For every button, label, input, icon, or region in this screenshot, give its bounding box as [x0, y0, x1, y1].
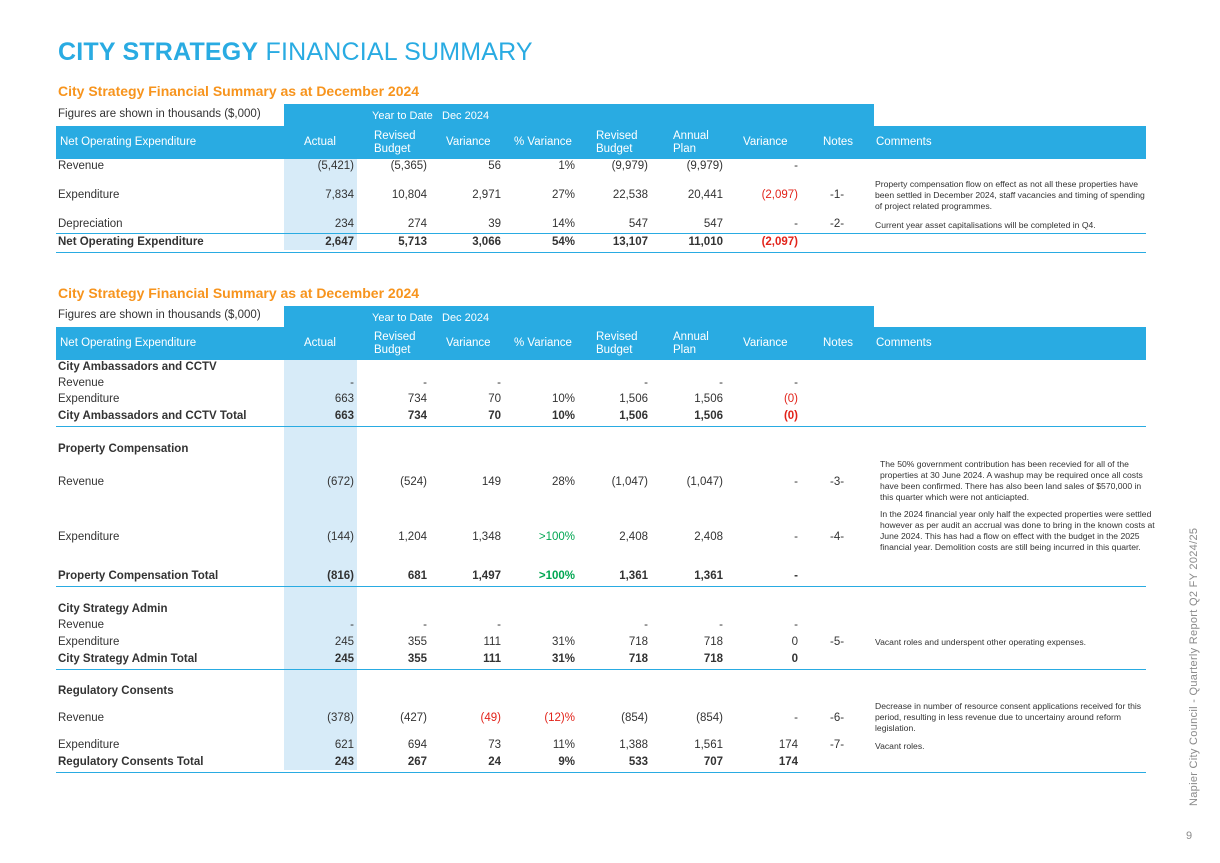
- annual-plan-cell: 2,408: [694, 531, 723, 543]
- row-label: City Ambassadors and CCTV Total: [58, 410, 247, 422]
- fy-revised-budget-cell: 718: [628, 653, 648, 665]
- table1-ytd-label-text: Year to Date: [372, 110, 433, 122]
- row-label: Revenue: [58, 160, 105, 172]
- revised-budget-cell: -: [423, 619, 427, 631]
- actual-cell: (672): [327, 476, 354, 488]
- fy-revised-budget-cell: 1,506: [619, 410, 648, 422]
- comment-text: The 50% government contribution has been recevied for all of the properties at 30 June 2024. A washup may be required once all costs have been confirmed. There has also been land sales of $570,000 in this quarter which were not anticiapted.: [880, 459, 1143, 502]
- header-comments: Comments: [876, 136, 932, 148]
- revised-budget-cell: 274: [407, 218, 427, 230]
- header-comments: Comments: [876, 337, 932, 349]
- header-pct-variance: % Variance: [514, 337, 572, 349]
- revised-budget-cell: 1,204: [398, 531, 427, 543]
- table2-ytd-period: Dec 2024: [442, 312, 490, 324]
- actual-cell: 245: [334, 653, 354, 665]
- revised-budget-cell: (427): [400, 712, 427, 724]
- variance-cell: 56: [488, 160, 501, 172]
- header-annual-plan: Annual Plan: [673, 129, 709, 155]
- fy-revised-budget-cell: 1,361: [619, 570, 648, 582]
- header-actual: Actual: [304, 337, 336, 349]
- actual-cell: -: [350, 619, 354, 631]
- fy-variance-cell: (2,097): [761, 189, 798, 201]
- fy-revised-budget-cell: 718: [628, 636, 648, 648]
- pct-variance-cell: 31%: [551, 653, 575, 665]
- annual-plan-cell: 1,561: [694, 739, 723, 751]
- variance-cell: 1,497: [472, 570, 501, 582]
- fy-revised-budget-cell: (854): [621, 712, 648, 724]
- revised-budget-cell: 10,804: [391, 189, 427, 201]
- table-total-row: [56, 570, 1146, 587]
- revised-budget-cell: 734: [407, 410, 427, 422]
- annual-plan-cell: 1,506: [694, 410, 723, 422]
- actual-cell: 663: [334, 393, 354, 405]
- table1-figures-note: Figures are shown in thousands ($,000): [58, 108, 261, 120]
- note-cell: -7-: [830, 739, 845, 751]
- revised-budget-cell: 681: [407, 570, 427, 582]
- fy-revised-budget-cell: 1,506: [619, 393, 648, 405]
- table-row: [56, 377, 1146, 393]
- fy-variance-cell: 174: [778, 756, 798, 768]
- header-notes: Notes: [823, 337, 854, 349]
- actual-cell: 243: [334, 756, 354, 768]
- table2-header: [56, 327, 1146, 360]
- fy-variance-cell: -: [794, 531, 798, 543]
- table-total-row: [56, 410, 1146, 427]
- comment-text: Current year asset capitalisations will be completed in Q4.: [875, 220, 1096, 230]
- annual-plan-cell: 718: [703, 653, 723, 665]
- row-label: City Strategy Admin Total: [58, 653, 198, 665]
- header-actual: Actual: [304, 136, 336, 148]
- row-label: Property Compensation Total: [58, 570, 219, 582]
- row-label: Depreciation: [58, 218, 123, 230]
- comment-text: Decrease in number of resource consent applications received for this period, resulting in less revenue due to uncertainy around reform legislation.: [875, 701, 1142, 733]
- page-title-bold: CITY STRATEGY: [58, 38, 259, 66]
- header-notes: Notes: [823, 136, 854, 148]
- header-annual-plan: Annual Plan: [673, 330, 709, 356]
- table2-ytd-label-text: Year to Date: [372, 312, 433, 324]
- actual-cell: 2,647: [325, 236, 354, 248]
- annual-plan-cell: 547: [703, 218, 723, 230]
- table-total-row: [56, 236, 1146, 253]
- revised-budget-cell: 355: [407, 636, 427, 648]
- fy-variance-cell: -: [794, 619, 798, 631]
- actual-cell: 234: [334, 218, 354, 230]
- annual-plan-cell: 20,441: [687, 189, 723, 201]
- annual-plan-cell: 718: [703, 636, 723, 648]
- annual-plan-cell: 707: [703, 756, 723, 768]
- actual-cell: 7,834: [325, 189, 354, 201]
- fy-variance-cell: -: [794, 218, 798, 230]
- note-cell: -2-: [830, 218, 845, 230]
- pct-variance-cell: 54%: [551, 236, 575, 248]
- table-total-row: [56, 653, 1146, 670]
- variance-cell: 149: [481, 476, 501, 488]
- revised-budget-cell: 355: [407, 653, 427, 665]
- fy-revised-budget-cell: (1,047): [611, 476, 648, 488]
- pct-variance-cell: 11%: [552, 739, 575, 751]
- variance-cell: 2,971: [472, 189, 501, 201]
- fy-variance-cell: 0: [791, 653, 798, 665]
- variance-cell: 70: [488, 393, 501, 405]
- actual-cell: (816): [327, 570, 354, 582]
- table-row: [56, 393, 1146, 409]
- pct-variance-cell: 1%: [558, 160, 575, 172]
- pct-variance-cell: >100%: [538, 531, 575, 543]
- variance-cell: 1,348: [472, 531, 501, 543]
- row-label: Expenditure: [58, 739, 120, 751]
- note-cell: -5-: [830, 636, 845, 648]
- pct-variance-cell: 28%: [551, 476, 575, 488]
- pct-variance-cell: 31%: [551, 636, 575, 648]
- row-divider: [56, 233, 1146, 234]
- table1-ytd-period: Dec 2024: [442, 110, 490, 122]
- row-label: Expenditure: [58, 393, 120, 405]
- fy-revised-budget-cell: 13,107: [612, 236, 648, 248]
- variance-cell: 24: [488, 756, 501, 768]
- row-label: Expenditure: [58, 531, 120, 543]
- variance-cell: -: [497, 377, 501, 389]
- variance-cell: 39: [488, 218, 501, 230]
- fy-variance-cell: (0): [783, 393, 798, 405]
- header-revised-budget: Revised Budget: [374, 330, 416, 356]
- fy-revised-budget-cell: 22,538: [612, 189, 648, 201]
- page-title: [58, 38, 533, 67]
- annual-plan-cell: (1,047): [686, 476, 723, 488]
- header-variance: Variance: [446, 136, 491, 148]
- variance-cell: (49): [480, 712, 501, 724]
- header-fy-revised-budget: Revised Budget: [596, 330, 638, 356]
- table1-header: [56, 126, 1146, 159]
- pct-variance-cell: >100%: [538, 570, 575, 582]
- group-heading-label: City Strategy Admin: [58, 603, 168, 615]
- pct-variance-cell: 9%: [558, 756, 575, 768]
- fy-variance-cell: -: [794, 377, 798, 389]
- actual-cell: 621: [334, 739, 354, 751]
- annual-plan-cell: -: [719, 619, 723, 631]
- table2-figures-note: Figures are shown in thousands ($,000): [58, 309, 261, 321]
- header-fy-variance: Variance: [743, 136, 788, 148]
- header-pct-variance: % Variance: [514, 136, 572, 148]
- annual-plan-cell: (854): [696, 712, 723, 724]
- fy-revised-budget-cell: 533: [628, 756, 648, 768]
- actual-cell: -: [350, 377, 354, 389]
- pct-variance-cell: (12)%: [544, 712, 575, 724]
- revised-budget-cell: (524): [400, 476, 427, 488]
- fy-variance-cell: -: [794, 160, 798, 172]
- comment-text: In the 2024 financial year only half the expected properties were settled however as per audit an accrual was done to bring in the known costs at June 2024. This has had a flow on effect with the budget in the 2025 financial year. Demolition costs are still being incurred in this quarter.: [880, 509, 1155, 552]
- actual-cell: (144): [327, 531, 354, 543]
- variance-cell: 111: [483, 653, 501, 665]
- page-number: 9: [1186, 830, 1193, 842]
- revised-budget-cell: 267: [407, 756, 427, 768]
- actual-cell: 245: [334, 636, 354, 648]
- fy-revised-budget-cell: -: [644, 377, 648, 389]
- pct-variance-cell: 10%: [551, 410, 575, 422]
- header-fy-variance: Variance: [743, 337, 788, 349]
- group-heading-label: Property Compensation: [58, 443, 189, 455]
- row-label: Regulatory Consents Total: [58, 756, 204, 768]
- row-label: Expenditure: [58, 189, 120, 201]
- header-name: Net Operating Expenditure: [60, 136, 197, 148]
- variance-cell: 3,066: [472, 236, 501, 248]
- revised-budget-cell: 734: [407, 393, 427, 405]
- revised-budget-cell: -: [423, 377, 427, 389]
- fy-variance-cell: 174: [778, 739, 798, 751]
- actual-cell: 663: [334, 410, 354, 422]
- annual-plan-cell: (9,979): [686, 160, 723, 172]
- table1-title: City Strategy Financial Summary as at December 2024: [58, 83, 420, 99]
- table2-title: City Strategy Financial Summary as at December 2024: [58, 285, 420, 301]
- fy-revised-budget-cell: 547: [628, 218, 648, 230]
- revised-budget-cell: 694: [407, 739, 427, 751]
- row-label: Revenue: [58, 377, 105, 389]
- fy-revised-budget-cell: -: [644, 619, 648, 631]
- side-footer-text: Napier City Council - Quarterly Report Q2 FY 2024/25: [1188, 527, 1200, 806]
- header-revised-budget: Revised Budget: [374, 129, 416, 155]
- variance-cell: 73: [488, 739, 501, 751]
- row-label: Revenue: [58, 619, 105, 631]
- fy-revised-budget-cell: 2,408: [619, 531, 648, 543]
- annual-plan-cell: 1,506: [694, 393, 723, 405]
- fy-revised-budget-cell: 1,388: [619, 739, 648, 751]
- fy-variance-cell: -: [794, 712, 798, 724]
- pct-variance-cell: 27%: [551, 189, 575, 201]
- row-label: Expenditure: [58, 636, 120, 648]
- header-fy-revised-budget: Revised Budget: [596, 129, 638, 155]
- group-heading-label: Regulatory Consents: [58, 685, 174, 697]
- fy-variance-cell: (2,097): [761, 236, 798, 248]
- group-heading-label: City Ambassadors and CCTV: [58, 361, 217, 373]
- variance-cell: -: [497, 619, 501, 631]
- annual-plan-cell: -: [719, 377, 723, 389]
- fy-variance-cell: 0: [791, 636, 798, 648]
- variance-cell: 111: [483, 636, 501, 648]
- fy-revised-budget-cell: (9,979): [611, 160, 648, 172]
- fy-variance-cell: -: [794, 570, 798, 582]
- page-title-light: FINANCIAL SUMMARY: [265, 38, 533, 66]
- table-row: [56, 160, 1146, 176]
- comment-text: Vacant roles and underspent other operating expenses.: [875, 637, 1087, 647]
- note-cell: -3-: [830, 476, 845, 488]
- fy-variance-cell: -: [794, 476, 798, 488]
- note-cell: -6-: [830, 712, 845, 724]
- header-name: Net Operating Expenditure: [60, 337, 197, 349]
- table-row: [56, 619, 1146, 635]
- header-variance: Variance: [446, 337, 491, 349]
- fy-variance-cell: (0): [783, 410, 798, 422]
- note-cell: -4-: [830, 531, 845, 543]
- revised-budget-cell: 5,713: [398, 236, 427, 248]
- note-cell: -1-: [830, 189, 845, 201]
- table-total-row: [56, 756, 1146, 773]
- revised-budget-cell: (5,365): [390, 160, 427, 172]
- comment-text: Property compensation flow on effect as not all these properties have been settled in December 2024, staff vacancies and timing of spending of project related programmes.: [875, 179, 1145, 211]
- comment-text: Vacant roles.: [875, 741, 925, 751]
- row-label: Revenue: [58, 712, 105, 724]
- actual-cell: (5,421): [317, 160, 354, 172]
- variance-cell: 70: [488, 410, 501, 422]
- row-label: Net Operating Expenditure: [58, 236, 204, 248]
- annual-plan-cell: 1,361: [694, 570, 723, 582]
- actual-cell: (378): [327, 712, 354, 724]
- annual-plan-cell: 11,010: [688, 236, 723, 248]
- row-label: Revenue: [58, 476, 105, 488]
- pct-variance-cell: 10%: [551, 393, 575, 405]
- pct-variance-cell: 14%: [551, 218, 575, 230]
